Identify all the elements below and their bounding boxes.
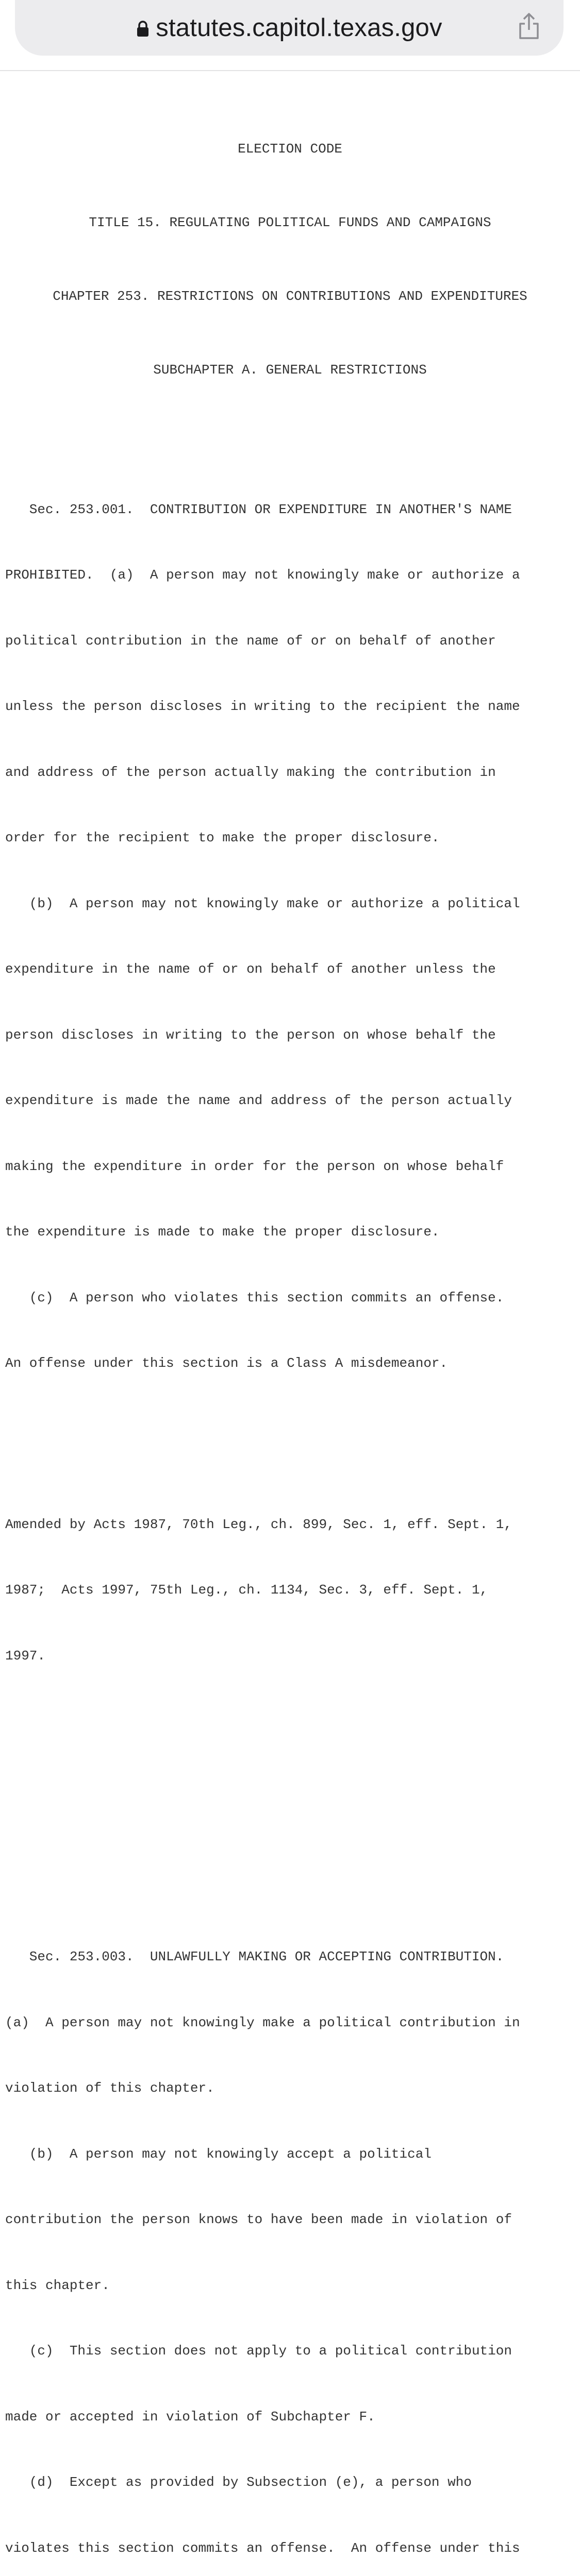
statute-line: order for the recipient to make the proper disclosure.: [5, 830, 440, 845]
section-253-003: [5, 1902, 575, 2576]
statute-line: contribution the person knows to have been made in violation of: [5, 2212, 512, 2227]
statute-line: person discloses in writing to the person on whose behalf the: [5, 1027, 496, 1043]
browser-top-bar: [0, 0, 580, 71]
statute-line: (c) This section does not apply to a political contribution: [5, 2343, 512, 2359]
statute-line: (b) A person may not knowingly make or authorize a political: [5, 895, 520, 911]
statute-line: expenditure in the name of or on behalf of another unless the: [5, 961, 496, 977]
statute-line: violates this section commits an offense. An offense under this: [5, 2540, 520, 2556]
statute-line: (d) Except as provided by Subsection (e), a person who: [5, 2475, 472, 2490]
statute-line: Sec. 253.003. UNLAWFULLY MAKING OR ACCEPTING CONTRIBUTION.: [5, 1949, 504, 1964]
statute-line: this chapter.: [5, 2277, 110, 2293]
code-heading: ELECTION CODE: [238, 141, 342, 157]
statute-line: (c) A person who violates this section commits an offense.: [5, 1290, 504, 1306]
lock-icon: [136, 20, 150, 38]
statute-line: and address of the person actually making the contribution in: [5, 764, 496, 780]
history-line: 1997.: [5, 1648, 46, 1664]
subchapter-heading: SUBCHAPTER A. GENERAL RESTRICTIONS: [153, 362, 427, 378]
history-line: 1987; Acts 1997, 75th Leg., ch. 1134, Sec. 3, eff. Sept. 1,: [5, 1582, 488, 1598]
statute-line: An offense under this section is a Class A misdemeanor.: [5, 1355, 448, 1371]
statute-line: Sec. 253.001. CONTRIBUTION OR EXPENDITURE IN ANOTHER'S NAME: [5, 501, 512, 517]
statute-document: [5, 94, 575, 2576]
history-line: Amended by Acts 1987, 70th Leg., ch. 899, Sec. 1, eff. Sept. 1,: [5, 1516, 512, 1532]
statute-line: making the expenditure in order for the person on whose behalf: [5, 1158, 504, 1174]
amendment-history: [5, 1470, 575, 1711]
statute-line: violation of this chapter.: [5, 2080, 214, 2096]
statute-line: the expenditure is made to make the proper disclosure.: [5, 1224, 440, 1240]
title-heading: TITLE 15. REGULATING POLITICAL FUNDS AND CAMPAIGNS: [89, 215, 491, 230]
statute-line: made or accepted in violation of Subchapter F.: [5, 2409, 375, 2425]
statute-line: PROHIBITED. (a) A person may not knowingly make or authorize a: [5, 567, 520, 583]
url-text[interactable]: statutes.capitol.texas.gov: [156, 14, 442, 42]
statute-line: (b) A person may not knowingly accept a political: [5, 2146, 432, 2162]
statute-line: unless the person discloses in writing to the recipient the name: [5, 699, 520, 714]
chapter-heading: CHAPTER 253. RESTRICTIONS ON CONTRIBUTIONS AND EXPENDITURES: [53, 289, 527, 304]
statute-line: (a) A person may not knowingly make a political contribution in: [5, 2014, 520, 2030]
share-icon[interactable]: [517, 12, 541, 40]
statute-line: expenditure is made the name and address of the person actually: [5, 1093, 512, 1108]
section-253-001: [5, 455, 575, 1755]
address-bar[interactable]: [15, 0, 564, 56]
url-display[interactable]: [15, 0, 564, 56]
statute-line: political contribution in the name of or on behalf of another: [5, 633, 496, 649]
